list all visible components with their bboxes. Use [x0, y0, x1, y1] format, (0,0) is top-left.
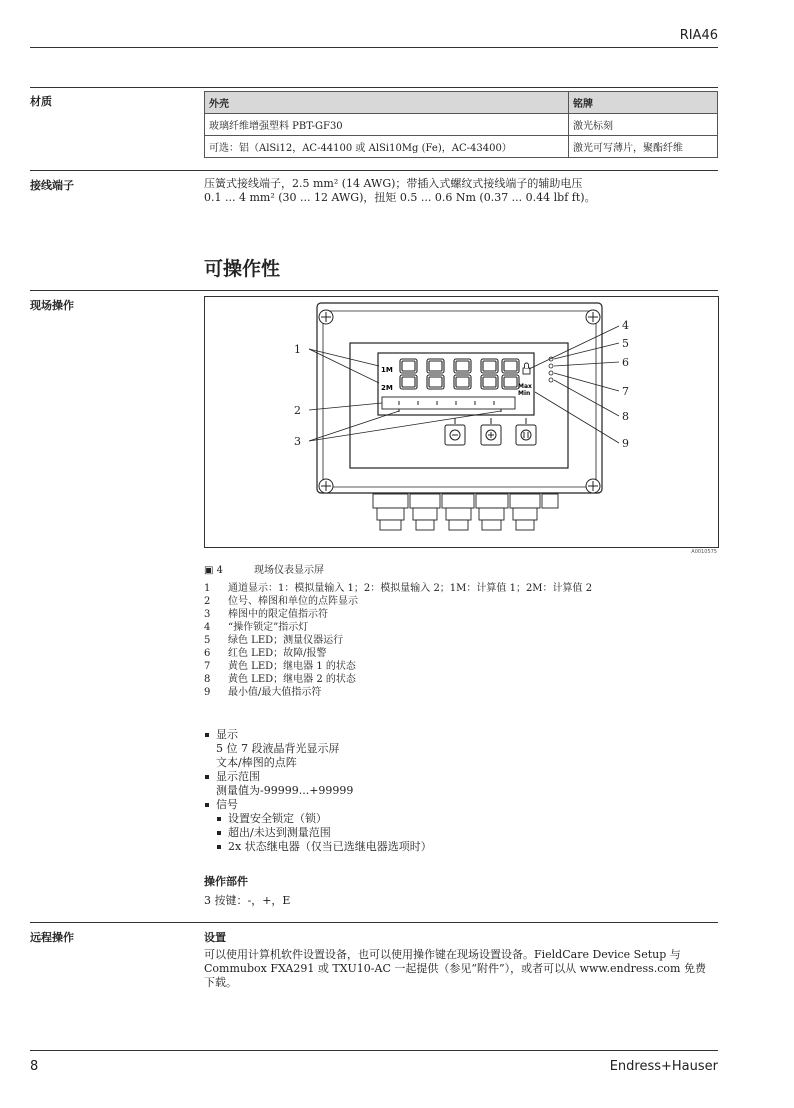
material-table — [204, 91, 718, 158]
terminals-label: 接线端子 — [30, 179, 74, 192]
legend-number: 7 — [204, 661, 211, 672]
callout-6: 6 — [622, 356, 629, 369]
table-header-row — [205, 92, 718, 114]
controls-text: 3 按键：-，+，E — [204, 894, 291, 907]
figure-caption — [204, 561, 324, 576]
remote-text — [204, 948, 706, 990]
legend-number: 6 — [204, 648, 211, 659]
plus-button-icon — [481, 425, 501, 445]
list-item: 测量值为-99999...+99999 — [216, 784, 354, 797]
callout-1: 1 — [294, 343, 301, 356]
list-item — [204, 608, 592, 621]
legend-number: 5 — [204, 635, 211, 646]
list-item — [204, 634, 592, 647]
material-label: 材质 — [30, 95, 52, 108]
list-item — [204, 647, 592, 660]
legend-text: 棒图中的限定值指示符 — [228, 609, 328, 620]
list-item: 显示范围 — [204, 770, 718, 784]
local-operation-label: 现场操作 — [30, 299, 74, 312]
callout-5: 5 — [622, 337, 629, 350]
footer-rule — [30, 1050, 718, 1051]
figure-number: ▣ 4 — [204, 565, 223, 576]
legend-text: 红色 LED；故障/报警 — [228, 648, 327, 659]
callout-7: 7 — [622, 385, 629, 398]
list-item — [204, 582, 592, 595]
controls-heading: 操作部件 — [204, 875, 248, 888]
list-item — [204, 673, 592, 686]
callout-9: 9 — [622, 437, 629, 450]
legend-text: 通道显示：1：模拟量输入 1；2：模拟量输入 2；1M：计算值 1；2M：计算值 2 — [228, 583, 593, 594]
page-number: 8 — [30, 1059, 39, 1074]
list-item: 设置安全锁定（锁） — [216, 812, 718, 826]
legend-number: 8 — [204, 674, 211, 685]
legend-number: 9 — [204, 687, 211, 698]
callout-2: 2 — [294, 404, 301, 417]
max-indicator: Max — [518, 383, 532, 390]
section-rule-material — [30, 87, 718, 88]
legend-text: “操作锁定”指示灯 — [228, 622, 309, 633]
list-item: 超出/未达到测量范围 — [216, 826, 718, 840]
terminal-blocks — [373, 494, 558, 530]
terminals-line: 压簧式接线端子，2.5 mm² (14 AWG)；带插入式螺纹式接线端子的辅助电压 — [204, 177, 583, 190]
legend-number: 2 — [204, 596, 211, 607]
section-title: 可操作性 — [204, 258, 281, 280]
table-cell: 激光标刻 — [569, 114, 718, 136]
display-figure — [204, 296, 719, 548]
table-header-cell: 外壳 — [205, 92, 569, 114]
legend-number: 4 — [204, 622, 211, 633]
callout-4: 4 — [622, 319, 629, 332]
table-cell: 激光可写薄片，聚酯纤维 — [569, 136, 718, 158]
legend-text: 位号、棒图和单位的点阵显示 — [228, 596, 358, 607]
brand-name: Endress+Hauser — [609, 1059, 718, 1074]
display-specs — [204, 728, 718, 854]
enter-button-icon — [516, 425, 536, 445]
remote-line: 下载。 — [204, 976, 237, 989]
figure-id: A0010575 — [691, 549, 717, 555]
figure-caption-text: 现场仪表显示屏 — [254, 565, 324, 576]
list-item — [204, 595, 592, 608]
list-item — [204, 686, 592, 699]
legend-number: 1 — [204, 583, 211, 594]
remote-line: 可以使用计算机软件设置设备，也可以使用操作键在现场设置设备。FieldCare Device Setup 与 — [204, 948, 681, 961]
table-row — [205, 136, 718, 158]
remote-operation-label: 远程操作 — [30, 931, 74, 944]
list-item: 显示 — [204, 728, 718, 742]
section-rule-remote — [30, 922, 718, 923]
callout-8: 8 — [622, 410, 629, 423]
figure-legend — [204, 582, 592, 699]
legend-text: 绿色 LED；测量仪器运行 — [228, 635, 344, 646]
list-item: 信号 — [204, 798, 718, 812]
list-item — [204, 621, 592, 634]
table-cell: 玻璃纤维增强塑料 PBT-GF30 — [205, 114, 569, 136]
legend-number: 3 — [204, 609, 211, 620]
list-item — [204, 660, 592, 673]
document-model: RIA46 — [679, 28, 718, 43]
legend-text: 黄色 LED；继电器 2 的状态 — [228, 674, 356, 685]
callout-3: 3 — [294, 435, 301, 448]
legend-text: 最小值/最大值指示符 — [228, 687, 322, 698]
section-rule-terminals — [30, 170, 718, 171]
remote-line: Commubox FXA291 或 TXU10-AC 一起提供（参见“附件”），或者可以从 www.endress.com 免费 — [204, 962, 706, 975]
terminals-text — [204, 177, 596, 205]
list-item: 文本/棒图的点阵 — [216, 756, 297, 769]
list-item: 2x 状态继电器（仅当已选继电器选项时） — [216, 840, 718, 854]
header-rule — [30, 47, 718, 48]
device-illustration — [205, 297, 718, 547]
table-row — [205, 114, 718, 136]
channel-2m-label: 2M — [381, 384, 393, 392]
section-rule-local — [30, 290, 718, 291]
channel-1m-label: 1M — [381, 366, 393, 374]
terminals-line: 0.1 ... 4 mm² (30 ... 12 AWG)，扭矩 0.5 ... 0.6 Nm (0.37 ... 0.44 lbf ft)。 — [204, 191, 596, 204]
table-header-cell: 铭牌 — [569, 92, 718, 114]
remote-heading: 设置 — [204, 931, 226, 944]
list-item: 5 位 7 段液晶背光显示屏 — [216, 742, 340, 755]
legend-text: 黄色 LED；继电器 1 的状态 — [228, 661, 356, 672]
min-indicator: Min — [518, 390, 531, 397]
table-cell: 可选：铝（AlSi12，AC-44100 或 AlSi10Mg (Fe)，AC-43400） — [205, 136, 569, 158]
